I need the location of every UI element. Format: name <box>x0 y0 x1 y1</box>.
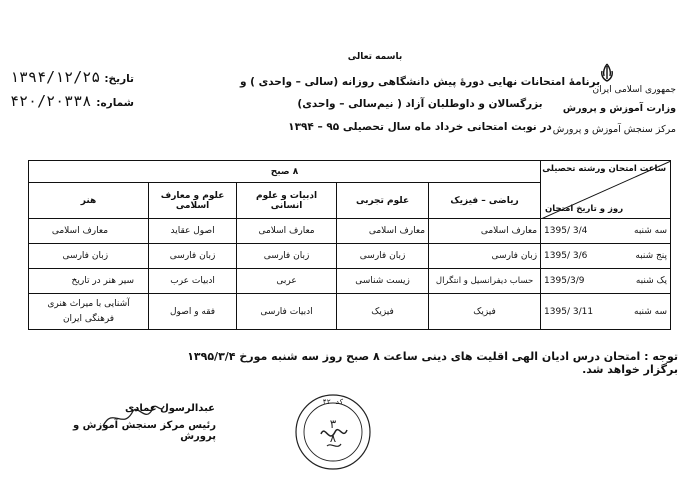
document-title-line3: در نوبت امتحانی خرداد ماه سال تحصیلی ۹۵ – ۱۳۹۴ <box>288 121 552 133</box>
table-row <box>29 269 671 294</box>
date-cell <box>541 294 671 330</box>
column-header-math: ریاضی – فیزیک <box>429 183 541 219</box>
subject-cell: ادبیات عرب <box>149 269 237 294</box>
column-header-humanities: ادبیات و علوم انسانی <box>237 183 337 219</box>
subject-cell: زبان فارسی <box>429 244 541 269</box>
document-title-line2: بزرگسالان و داوطلبان آزاد ( نیم‌سالی – واحدی) <box>297 98 543 110</box>
document-title-line1: برنامهٔ امتحانات نهایی دورهٔ پیش دانشگاهی روزانه (سالی – واحدی ) و <box>239 76 601 88</box>
subject-cell: معارف اسلامی <box>29 219 149 244</box>
subject-cell: ادبیات فارسی <box>237 294 337 330</box>
exam-schedule-table <box>28 160 671 330</box>
column-header-art: هنر <box>29 183 149 219</box>
date-cell <box>541 244 671 269</box>
table-row <box>29 294 671 330</box>
subject-cell: سیر هنر در تاریخ <box>29 269 149 294</box>
subject-cell: زبان فارسی <box>149 244 237 269</box>
subject-cell: آشنایی با میراث هنری فرهنگی ایران <box>29 294 149 330</box>
stamp-code: کد ۴۲ <box>322 398 344 406</box>
subject-cell: معارف اسلامی <box>429 219 541 244</box>
iran-emblem-icon <box>598 63 616 83</box>
ministry-center-line: مرکز سنجش آموزش و پرورش <box>552 124 676 135</box>
corner-header-date: روز و تاریخ امتحان <box>545 204 624 214</box>
signatory-title: رئیس مرکز سنجش آموزش و پرورش <box>72 420 216 442</box>
corner-header-time-field: ساعت امتحان ورشته تحصیلی <box>542 164 667 174</box>
exam-note: توجه : امتحان درس ادیان الهی اقلیت های دینی ساعت ۸ صبح روز سه شنبه مورخ ۱۳۹۵/۳/۴ برگزار خواهد شد. <box>187 350 678 376</box>
exam-date: 1395/ 3/11 <box>544 306 594 317</box>
svg-text:۳: ۳ <box>329 417 337 431</box>
svg-text:۸: ۸ <box>329 431 337 445</box>
exam-date: 1395/ 3/4 <box>544 226 588 236</box>
subject-cell: زبان فارسی <box>29 244 149 269</box>
number-label: شماره: <box>96 97 134 109</box>
basmala-heading: باسمه تعالی <box>347 52 403 62</box>
date-cell <box>541 269 671 294</box>
table-row <box>29 219 671 244</box>
subject-cell: اصول عقاید <box>149 219 237 244</box>
table-row <box>29 244 671 269</box>
column-header-islamic: علوم و معارف اسلامی <box>149 183 237 219</box>
column-header-science: علوم تجربی <box>337 183 429 219</box>
time-header: ۸ صبح <box>29 161 541 183</box>
day-name: سه شنبه <box>634 226 668 236</box>
ministry-country-line: جمهوری اسلامی ایران <box>592 85 676 95</box>
subject-cell: معارف اسلامی <box>237 219 337 244</box>
exam-date: 1395/ 3/6 <box>544 251 588 261</box>
subject-cell: زبان فارسی <box>337 244 429 269</box>
subject-cell: زیست شناسی <box>337 269 429 294</box>
date-value: ۱۳۹۴/۱۲/۲۵ <box>10 68 101 86</box>
number-value: ۴۲۰/۲۰۳۳۸ <box>10 92 92 110</box>
day-name: پنج شنبه <box>635 251 668 261</box>
subject-cell: معارف اسلامی <box>337 219 429 244</box>
subject-cell: عربی <box>237 269 337 294</box>
ministry-name-line: وزارت آموزش و پرورش <box>562 103 676 114</box>
exam-date: 1395/3/9 <box>544 276 585 286</box>
date-cell <box>541 219 671 244</box>
subject-cell: حساب دیفرانسیل و انتگرال <box>429 269 541 294</box>
subject-cell: فقه و اصول <box>149 294 237 330</box>
day-name: سه شنبه <box>634 306 668 317</box>
date-label: تاریخ: <box>104 73 134 85</box>
table-corner-header <box>541 161 671 219</box>
subject-cell: فیزیک <box>337 294 429 330</box>
signatory-name: عبدالرسول عمادی <box>125 403 215 414</box>
day-name: یک شنبه <box>635 276 668 286</box>
subject-cell: فیزیک <box>429 294 541 330</box>
subject-cell: زبان فارسی <box>237 244 337 269</box>
